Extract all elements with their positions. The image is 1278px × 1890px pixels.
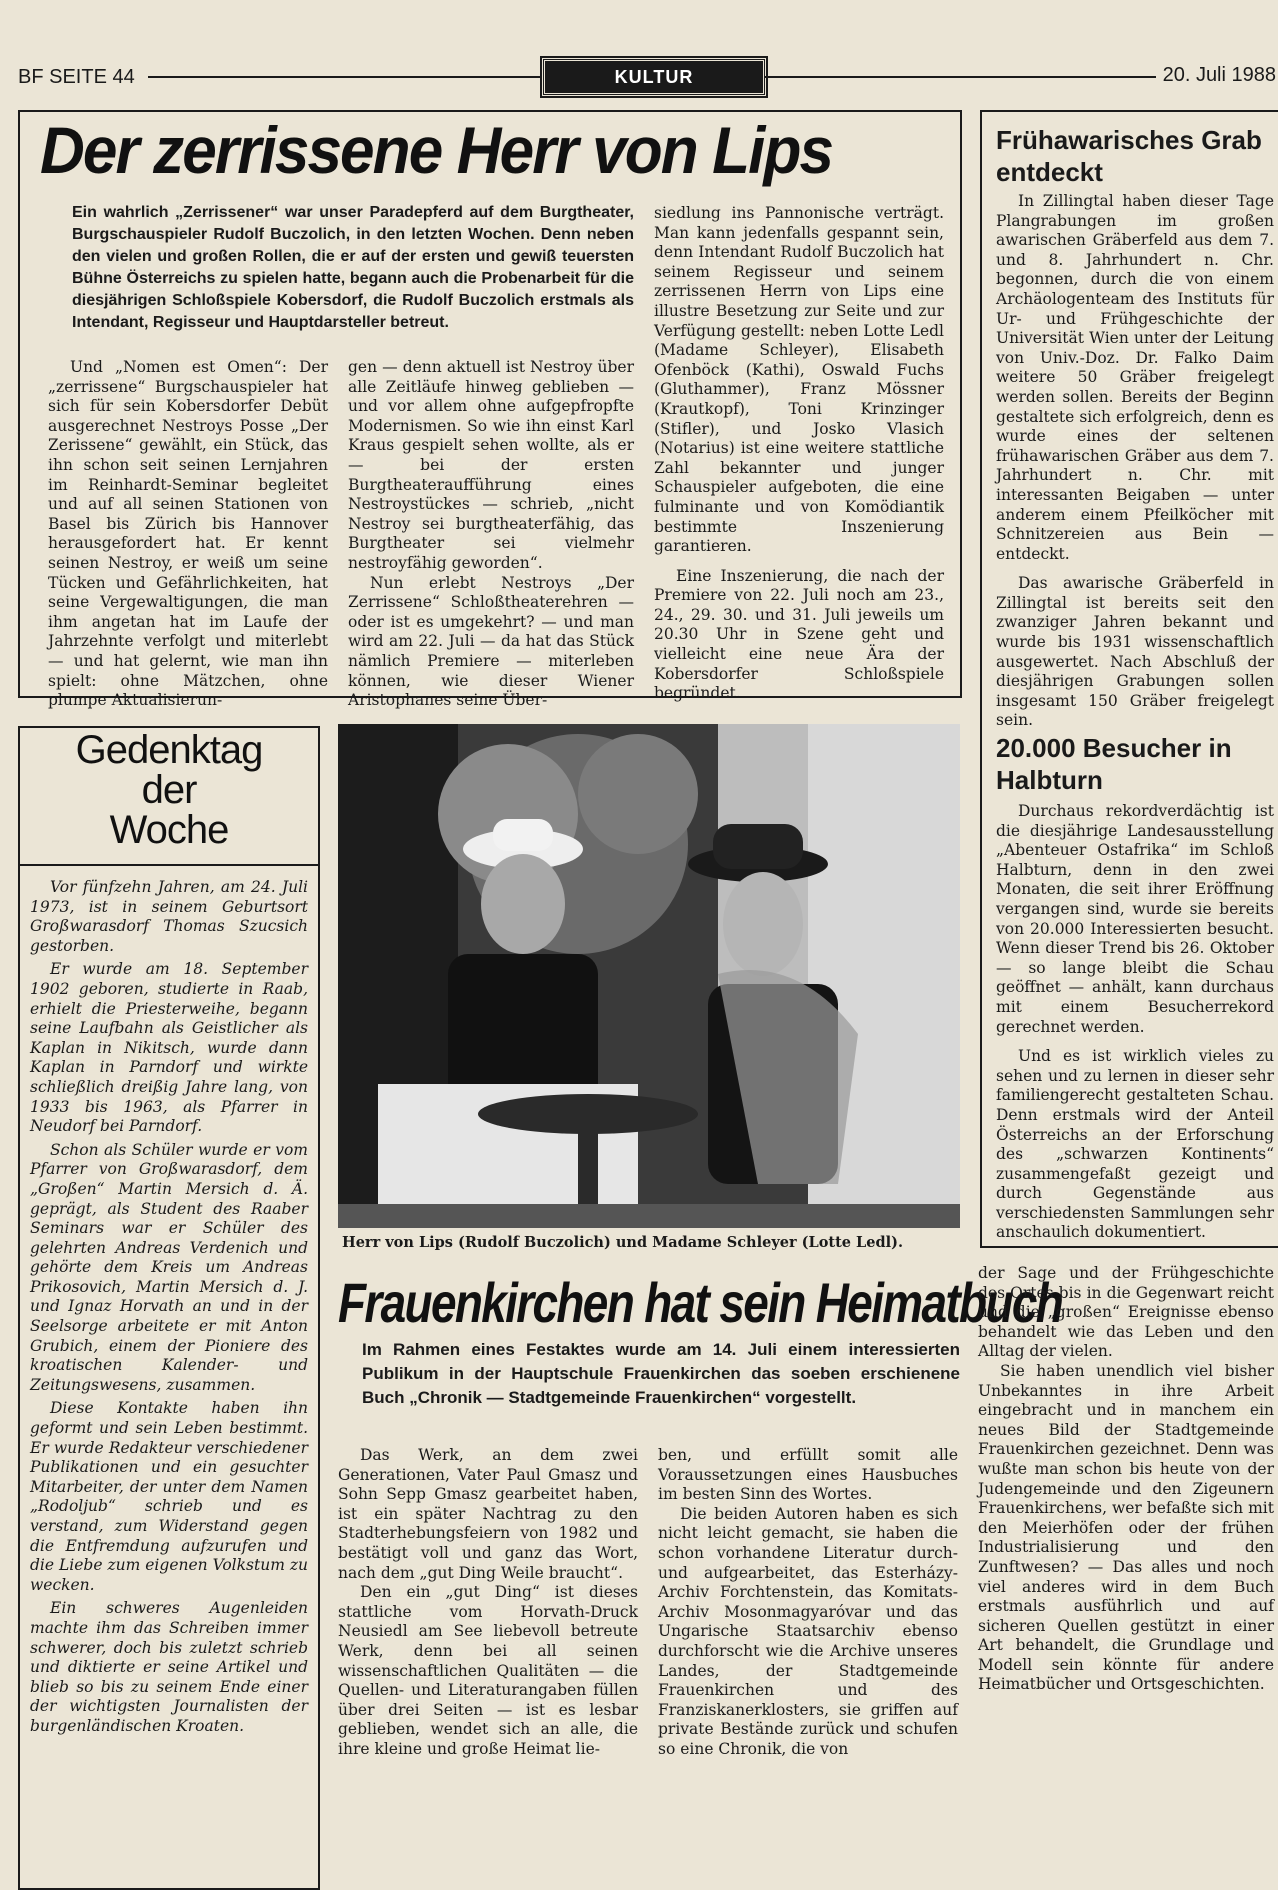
gedenktag-paragraph-3: Schon als Schüler wurde er vom Pfarrer von Großwarasdorf, dem „Großen“ Martin Mersich d. Ä. geprägt, als Student des Raaber Seminars war er Schüler des gelehrten Andreas Verdenich und gehörte dem Kreis um Andreas Prikosovich, Martin Mersich d. J. und Ignaz Horvath an und in der Seelsorge arbeitete er mit Anton Grubich, einem der Pioniere des kroatischen Kalender- und Zeitungswesens, zusammen. bbox=[30, 1140, 308, 1394]
page-number: BF SEITE 44 bbox=[18, 66, 135, 88]
main-column-1 bbox=[48, 358, 328, 711]
second-column-1 bbox=[338, 1446, 638, 1760]
sidebar-story-1-paragraph-1: In Zillingtal haben dieser Tage Plangrabungen im großen awarischen Gräberfeld aus dem 7. und 8. Jahrhundert n. Chr. begonnen, durch die von einem Archäologenteam des Instituts für Ur- und Frühgeschichte der Universität Wien unter der Leitung von Univ.-Doz. Dr. Falko Daim weitere 50 Gräber freigelegt werden sollen. Bereits der Beginn gestaltete sich erfolgreich, denn es wurde eines der seltenen frühawarischen Gräber aus dem 7. Jahrhundert n. Chr. mit interessanten Beigaben — unter anderem einem Pfeilköcher mit Schnitzereien aus Bein — entdeckt. bbox=[996, 192, 1274, 563]
second-col2-paragraph-1: ben, und erfüllt somit alle Voraussetzungen eines Hausbuches im besten Sinn des Wortes. bbox=[658, 1446, 958, 1504]
second-column-2 bbox=[658, 1446, 958, 1760]
photo-caption: Herr von Lips (Rudolf Buczolich) und Madame Schleyer (Lotte Ledl). bbox=[342, 1234, 904, 1251]
article-photo bbox=[338, 724, 960, 1228]
sidebar-story-2-paragraph-2: Und es ist wirklich vieles zu sehen und zu lernen in dieser sehr familiengerecht gestalteten Schau. Denn erstmals wird der Anteil Österreichs an der Erforschung des „schwarzen Kontinents“ zusammengefaßt gezeigt und durch Gegenstände aus verschiedensten Sammlungen sehr anschaulich dokumentiert. bbox=[996, 1047, 1274, 1242]
gedenktag-text bbox=[30, 878, 308, 1741]
gedenktag-title-block bbox=[18, 726, 320, 866]
main-col3-paragraph-1: siedlung ins Pannonische verträgt. Man kann jedenfalls gespannt sein, denn Intendant Rudolf Buczolich hat seinem Regisseur und seinem zerrissenen Herrn von Lips eine illustre Besetzung zur Seite und zur Verfügung gestellt: neben Lotte Ledl (Madame Schleyer), Elisabeth Ofenböck (Kathi), Oswald Fuchs (Gluthammer), Franz Mössner (Krautkopf), Toni Krinzinger (Stifler), und Josko Vlasich (Notarius) ist eine weitere stattliche Zahl bekannter und junger Schauspieler aufgeboten, die eine fulminante und von Komödiantik bestimmte Inszenierung garantieren. bbox=[654, 204, 944, 556]
gedenktag-title-line-3: Woche bbox=[109, 808, 229, 852]
second-col3-paragraph-1: der Sage und der Frühgeschichte des Ortes bis in die Gegenwart reicht und die „großen“ Ereignisse ebenso behandelt wie das Leben und den Alltag der vielen. bbox=[978, 1264, 1274, 1361]
gedenktag-title-line-2: der bbox=[141, 768, 197, 812]
main-col3-paragraph-2: Eine Inszenierung, die nach der Premiere von 22. Juli noch am 23., 24., 29. 30. und 31. Juli jeweils um 20.30 Uhr in Szene geht und vielleicht eine neue Ära der Kobersdorfer Schloßspiele begründet. bbox=[654, 566, 944, 703]
second-col1-paragraph-2: Den ein „gut Ding“ ist dieses stattliche vom Horvath-Druck Neusiedl am See liebevoll betreute Werk, denn bei all seinen wissenschaftlichen Qualitäten — die Quellen- und Literaturangaben füllen über drei Seiten — ist es lesbar geblieben, wendet sich an alle, die ihre kleine und große Heimat lie- bbox=[338, 1583, 638, 1758]
main-lead: Ein wahrlich „Zerrissener“ war unser Paradepferd auf dem Burgtheater, Burgschauspieler Rudolf Buczolich, in den letzten Wochen. Denn neben den vielen und großen Rollen, die er auf der ersten und gewiß teuersten Bühne Österreichs zu spielen hatte, begann auch die Probenarbeit für die diesjährigen Schloßspiele Kobersdorf, die Rudolf Buczolich erstmals als Intendant, Regisseur und Hauptdarsteller betreut. bbox=[72, 204, 634, 331]
sidebar-story-1-paragraph-2: Das awarische Gräberfeld in Zillingtal ist bereits seit den zwanziger Jahren bekannt und wurde bis 1931 wissenschaftlich ausgewertet. Nach Abschluß der diesjährigen Grabungen sollen insgesamt 150 Gräber freigelegt sein. bbox=[996, 574, 1274, 730]
second-col3-paragraph-2: Sie haben unendlich viel bisher Unbekanntes in ihre Arbeit eingebracht und in manchem ein neues Bild der Stadtgemeinde Frauenkirchen gezeichnet. Denn was wußte man schon bis heute von der Judengemeinde und den Zigeunern Frauenkirchens, wer befaßte sich mit den Meierhöfen oder der frühen Industrialisierung und den Zunftwesen? — Das alles und noch viel anderes wird in dem Buch erstmals ausführlich und auf sicheren Quellen gestützt in einer Art behandelt, die Grundlage und Modell sein könnte für andere Heimatbücher und Ortsgeschichten. bbox=[978, 1361, 1274, 1694]
gedenktag-paragraph-5: Ein schweres Augenleiden machte ihm das Schreiben immer schwerer, doch bis zuletzt schrieb und diktierte er seine Artikel und blieb so bis zu seinem Ende einer der wichtigsten Journalisten der burgenländischen Kroaten. bbox=[30, 1599, 308, 1735]
gedenktag-paragraph-1: Vor fünfzehn Jahren, am 24. Juli 1973, ist in seinem Geburtsort Großwarasdorf Thomas Szucsich gestorben. bbox=[30, 878, 308, 955]
photo-illustration bbox=[338, 724, 960, 1228]
gedenktag-paragraph-4: Diese Kontakte haben ihn geformt und sein Leben bestimmt. Er wurde Redakteur verschiedener Publikationen und ein gesuchter Mitarbeiter, der unter dem Namen „Rodoljub“ schrieb und es verstand, zum Widerstand gegen die Entfremdung aufzurufen und die Liebe zum eigenen Volkstum zu wecken. bbox=[30, 1399, 308, 1594]
second-headline: Frauenkirchen hat sein Heimatbuch bbox=[338, 1271, 1063, 1334]
gedenktag-title-line-1: Gedenktag bbox=[75, 728, 263, 772]
header-rule-right bbox=[764, 76, 1156, 78]
main-headline: Der zerrissene Herr von Lips bbox=[40, 113, 833, 187]
sidebar-story-2 bbox=[996, 802, 1274, 1243]
main-column-3 bbox=[654, 204, 944, 704]
main-col2-paragraph-2: Nun erlebt Nestroys „Der Zerrissene“ Schloßtheaterehren — oder ist es umgekehrt? — und man wird am 22. Juli — da hat das Stück nämlich Premiere — miterleben können, wie dieser Wiener Aristophanes seine Über- bbox=[348, 573, 634, 710]
sidebar-headline-2: 20.000 Besucher in Halbturn bbox=[996, 733, 1232, 795]
second-column-3 bbox=[978, 1264, 1274, 1695]
second-col2-paragraph-2: Die beiden Autoren haben es sich nicht leicht gemacht, sie haben die schon vorhandene Literatur durch- und aufgearbeitet, das Esterházy-Archiv Forchtenstein, das Komitats-Archiv Mosonmagyaróvar und das Ungarische Staatsarchiv ebenso durchforscht wie die Archive unseres Landes, der Stadtgemeinde Frauenkirchen und des Franziskanerklosters, sie griffen auf private Bestände zurück und schufen so eine Chronik, die von bbox=[658, 1504, 958, 1758]
sidebar-story-2-paragraph-1: Durchaus rekordverdächtig ist die diesjährige Landesausstellung „Abenteuer Ostafrika“ im Schloß Halbturn, denn in den zwei Monaten, die seit ihrer Eröffnung vergangen sind, wurde sie bereits von 20.000 Interessierten besucht. Wenn dieser Trend bis 26. Oktober — so lange bleibt die Schau geöffnet — anhält, kann durchaus mit einem Besucherrekord gerechnet werden. bbox=[996, 802, 1274, 1036]
gedenktag-paragraph-2: Er wurde am 18. September 1902 geboren, studierte in Raab, erhielt die Priesterweihe, begann seine Laufbahn als Geistlicher als Kaplan in Nikitsch, wurde dann Kaplan in Parndorf und wirkte schließlich dreißig Jahre lang, von 1933 bis 1963, als Pfarrer in Neudorf bei Parndorf. bbox=[30, 960, 308, 1136]
section-badge: KULTUR bbox=[542, 58, 766, 96]
second-col1-paragraph-1: Das Werk, an dem zwei Generationen, Vater Paul Gmasz und Sohn Sepp Gmasz gearbeitet haben, ist ein später Nachtrag zu den Stadterhebungsfeiern von 1982 und bestätigt voll und ganz das Wort, nach dem „gut Ding Weile braucht“. bbox=[338, 1446, 638, 1582]
main-col2-paragraph-1: gen — denn aktuell ist Nestroy über alle Zeitläufe hinweg geblieben — und vor allem ohne aufgepfropfte Modernismen. So wie ihn einst Karl Kraus gespielt sehen wollte, als er — bei der ersten Burgtheateraufführung eines Nestroystückes — schrieb, „nicht Nestroy sei burgtheaterfähig, das Burgtheater sei vielmehr nestroyfähig geworden“. bbox=[348, 358, 634, 572]
main-column-2 bbox=[348, 358, 634, 711]
sidebar-headline-1: Frühawarisches Grab entdeckt bbox=[996, 125, 1262, 187]
second-lead: Im Rahmen eines Festaktes wurde am 14. Juli einem interessierten Publikum in der Hauptschule Frauenkirchen das soeben erschienene Buch „Chronik — Stadtgemeinde Frauenkirchen“ vorgestellt. bbox=[362, 1340, 960, 1407]
issue-date: 20. Juli 1988 bbox=[1162, 64, 1276, 86]
main-col1-paragraph: Und „Nomen est Omen“: Der „zerrissene“ Burgschauspieler hat sich für sein Kobersdorfer Debüt ausgerechnet Nestroys Posse „Der Zerissene“ gewählt, ein Stück, das ihn schon seit seinen Lernjahren im Reinhardt-Seminar begleitet und auf all seinen Stationen von Basel bis Zürich bis Hannover herausgefordert hat. Er kennt seinen Nestroy, er weiß um seine Tücken und Gefährlichkeiten, hat seine Vergewaltigungen, die man ihm angetan hat im Laufe der Jahrzehnte verfolgt und miterlebt — und hat gelernt, wie man ihn spielt: ohne Mätzchen, ohne plumpe Aktualisierun- bbox=[48, 358, 328, 710]
sidebar-story-1 bbox=[996, 192, 1274, 731]
header-rule-left bbox=[148, 76, 540, 78]
